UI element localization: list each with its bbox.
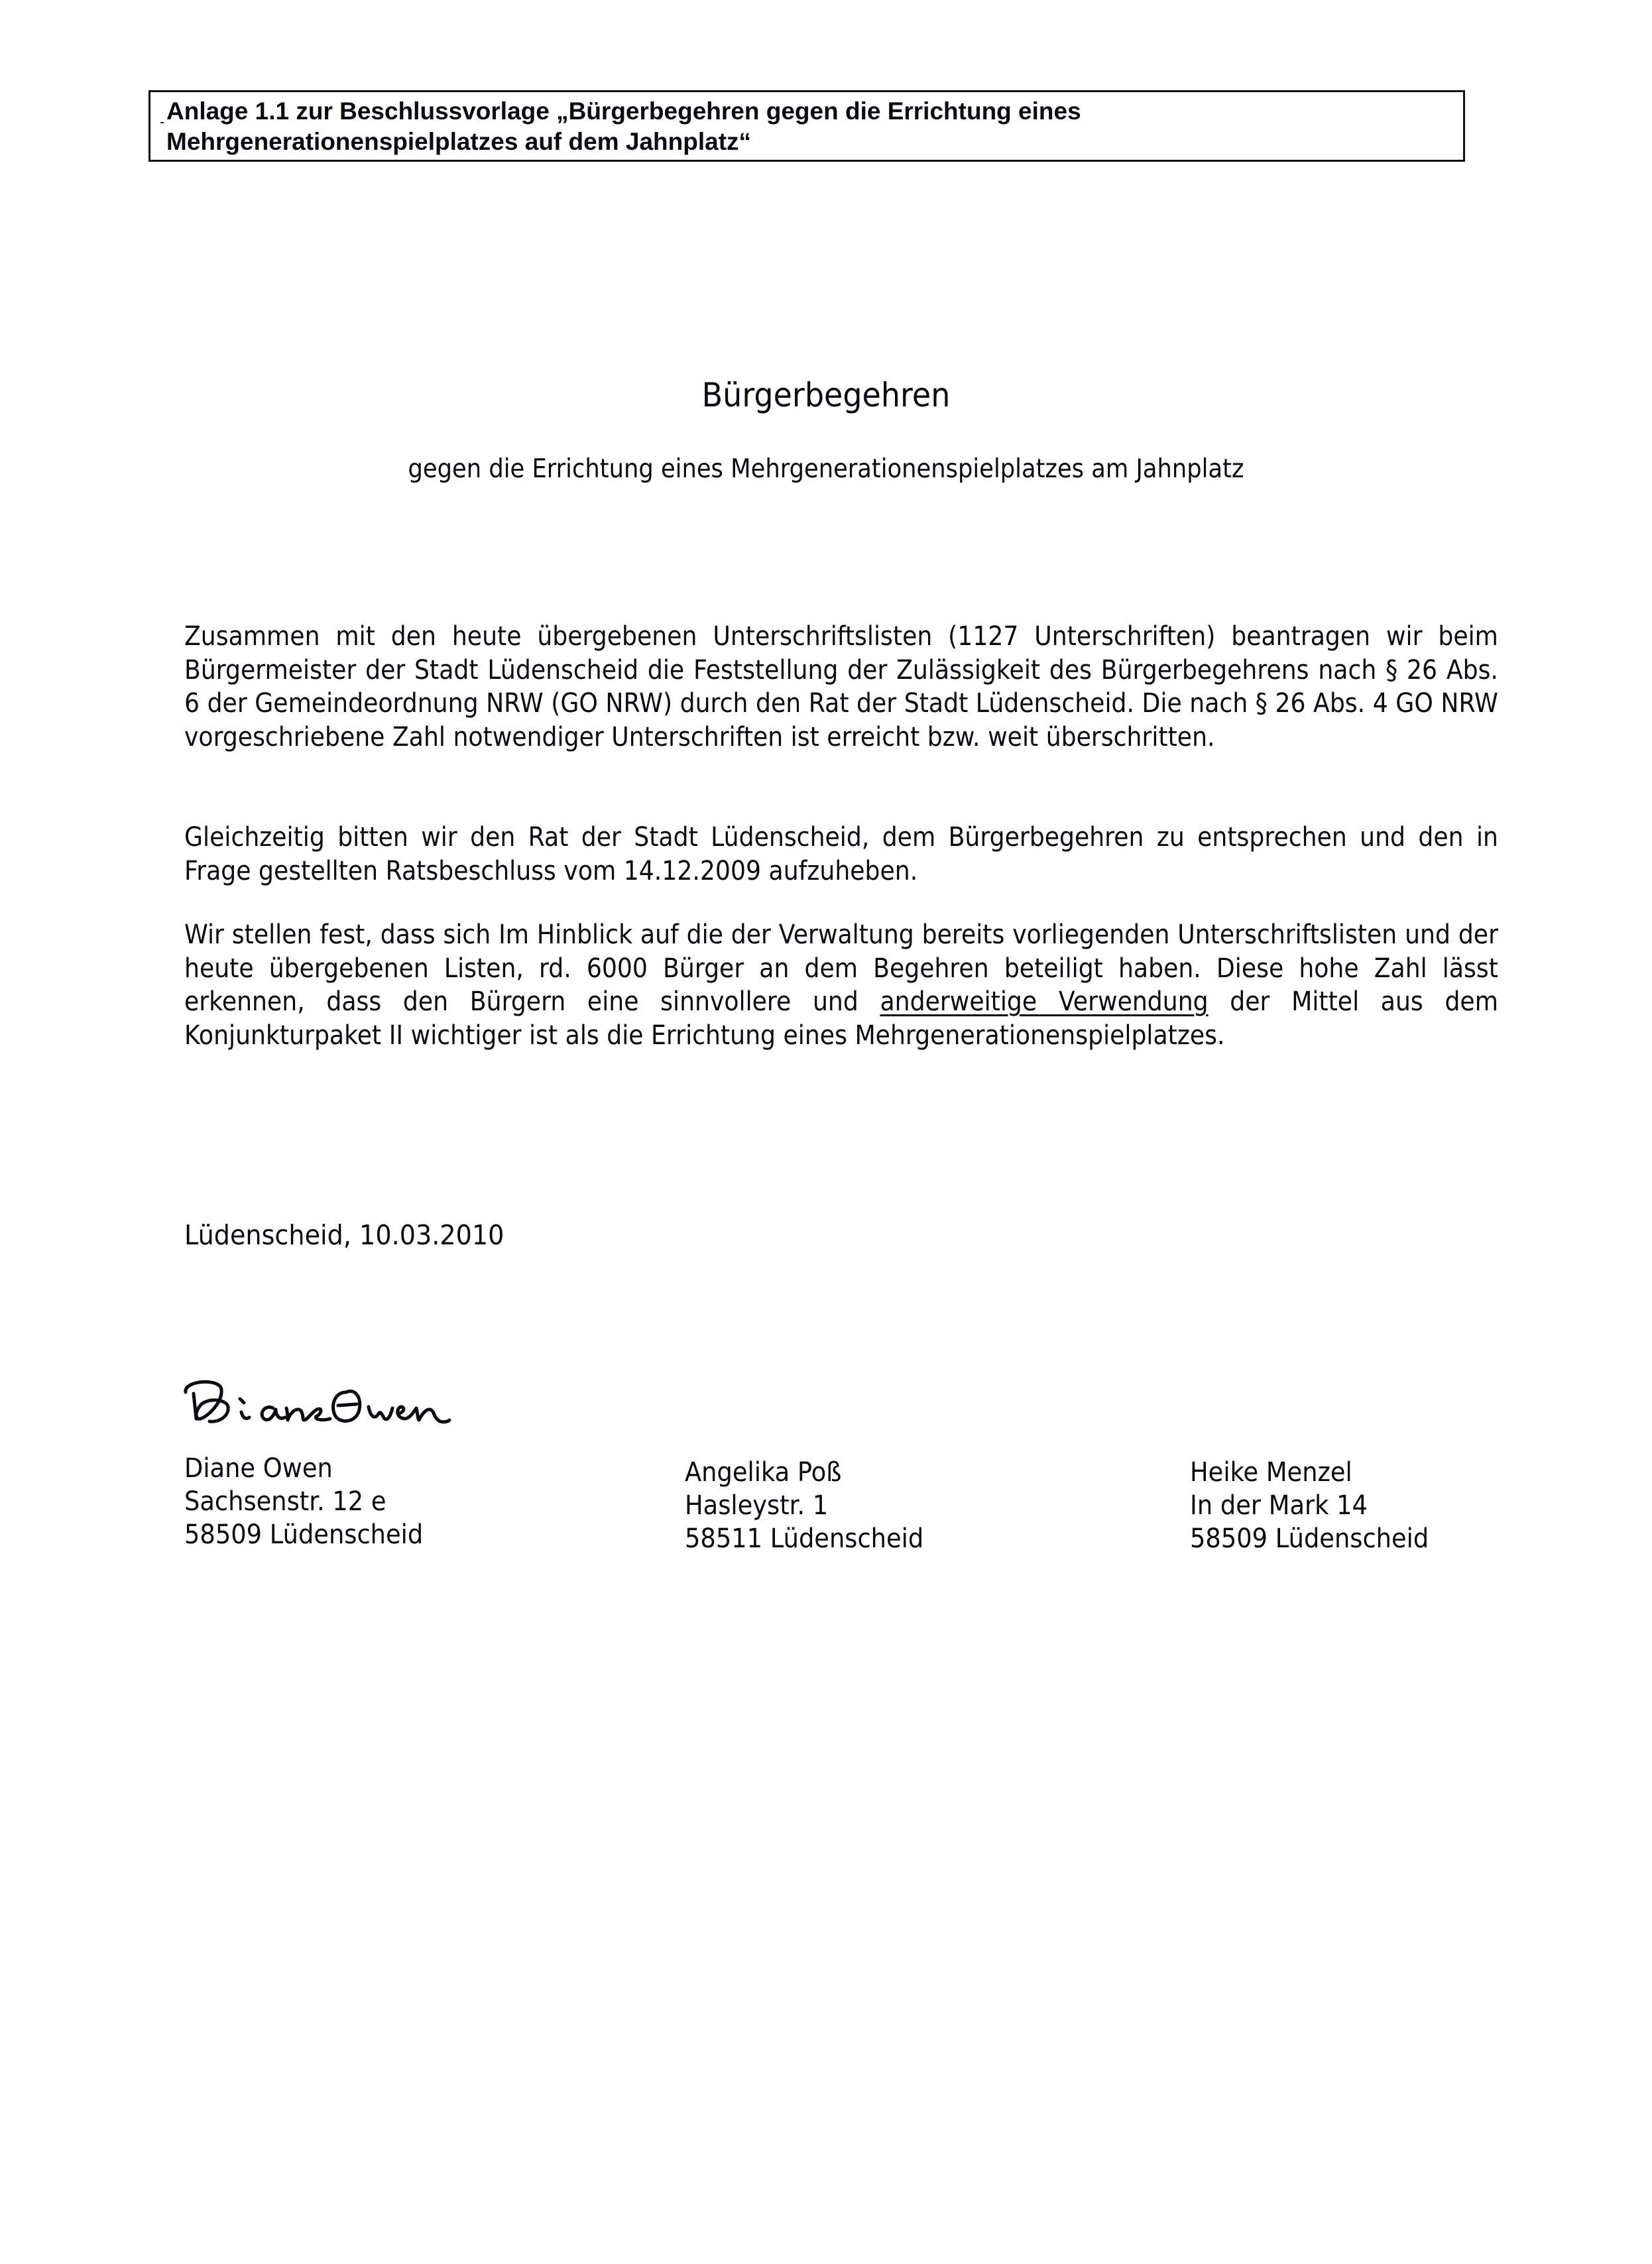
signatory-name: Heike Menzel (1190, 1457, 1352, 1488)
signatory-name: Diane Owen (184, 1453, 333, 1484)
signatory-3 (1190, 1456, 1429, 1555)
paragraph-3 (184, 918, 1498, 1052)
signatory-street: Hasleystr. 1 (685, 1490, 829, 1521)
paragraph-3-text-a: Wir stellen fest, dass sich Im Hinblick auf die der Verwaltung bereits vorliegenden Unterschriftslisten und der heute übergebenen Listen, rd. 6000 Bürger an dem Begehren beteiligt haben. Diese hohe Zahl lässt erkennen, dass den Bürgern eine sinnvollere und (184, 920, 1498, 1017)
document-subtitle: gegen die Errichtung eines Mehrgenerationenspielplatzes am Jahnplatz (408, 454, 1244, 484)
signatory-1 (184, 1452, 423, 1551)
signatory-name: Angelika Poß (685, 1457, 842, 1488)
document-title: Bürgerbegehren (701, 376, 951, 414)
annex-header-box (148, 90, 1465, 162)
place-and-date: Lüdenscheid, 10.03.2010 (184, 1219, 504, 1251)
signatory-city: 58509 Lüdenscheid (184, 1519, 424, 1550)
signatory-city: 58511 Lüdenscheid (685, 1523, 924, 1554)
scan-mark: - (160, 113, 165, 130)
signatory-2 (685, 1456, 923, 1555)
signatory-street: In der Mark 14 (1190, 1490, 1368, 1521)
signatory-street: Sachsenstr. 12 e (184, 1486, 386, 1517)
paragraph-3-text-b: der Mittel aus dem Konjunkturpaket II wichtiger ist als die Errichtung eines Mehrgenerationenspielplatzes. (184, 986, 1498, 1051)
annex-header-line-2: Mehrgenerationenspielplatzes auf dem Jahnplatz“ (166, 128, 752, 155)
underlined-phrase: anderweitige Verwendung (880, 986, 1209, 1017)
annex-header-line-1: Anlage 1.1 zur Beschlussvorlage „Bürgerbegehren gegen die Errichtung eines (166, 97, 1081, 125)
paragraph-2: Gleichzeitig bitten wir den Rat der Stadt Lüdenscheid, dem Bürgerbegehren zu entsprechen und den in Frage gestellten Ratsbeschluss vom 14.12.2009 aufzuheben. (184, 822, 1498, 886)
signatory-city: 58509 Lüdenscheid (1190, 1523, 1429, 1554)
paragraph-1: Zusammen mit den heute übergebenen Unterschriftslisten (1127 Unterschriften) beantragen wir beim Bürgermeister der Stadt Lüdenscheid die Feststellung der Zulässigkeit des Bürgerbegehrens nach § 26 Abs. 6 der Gemeindeordnung NRW (GO NRW) durch den Rat der Stadt Lüdenscheid. Die nach § 26 Abs. 4 GO NRW vorgeschriebene Zahl notwendiger Unterschriften ist erreicht bzw. weit überschritten. (184, 621, 1498, 752)
handwritten-signature (180, 1366, 538, 1439)
